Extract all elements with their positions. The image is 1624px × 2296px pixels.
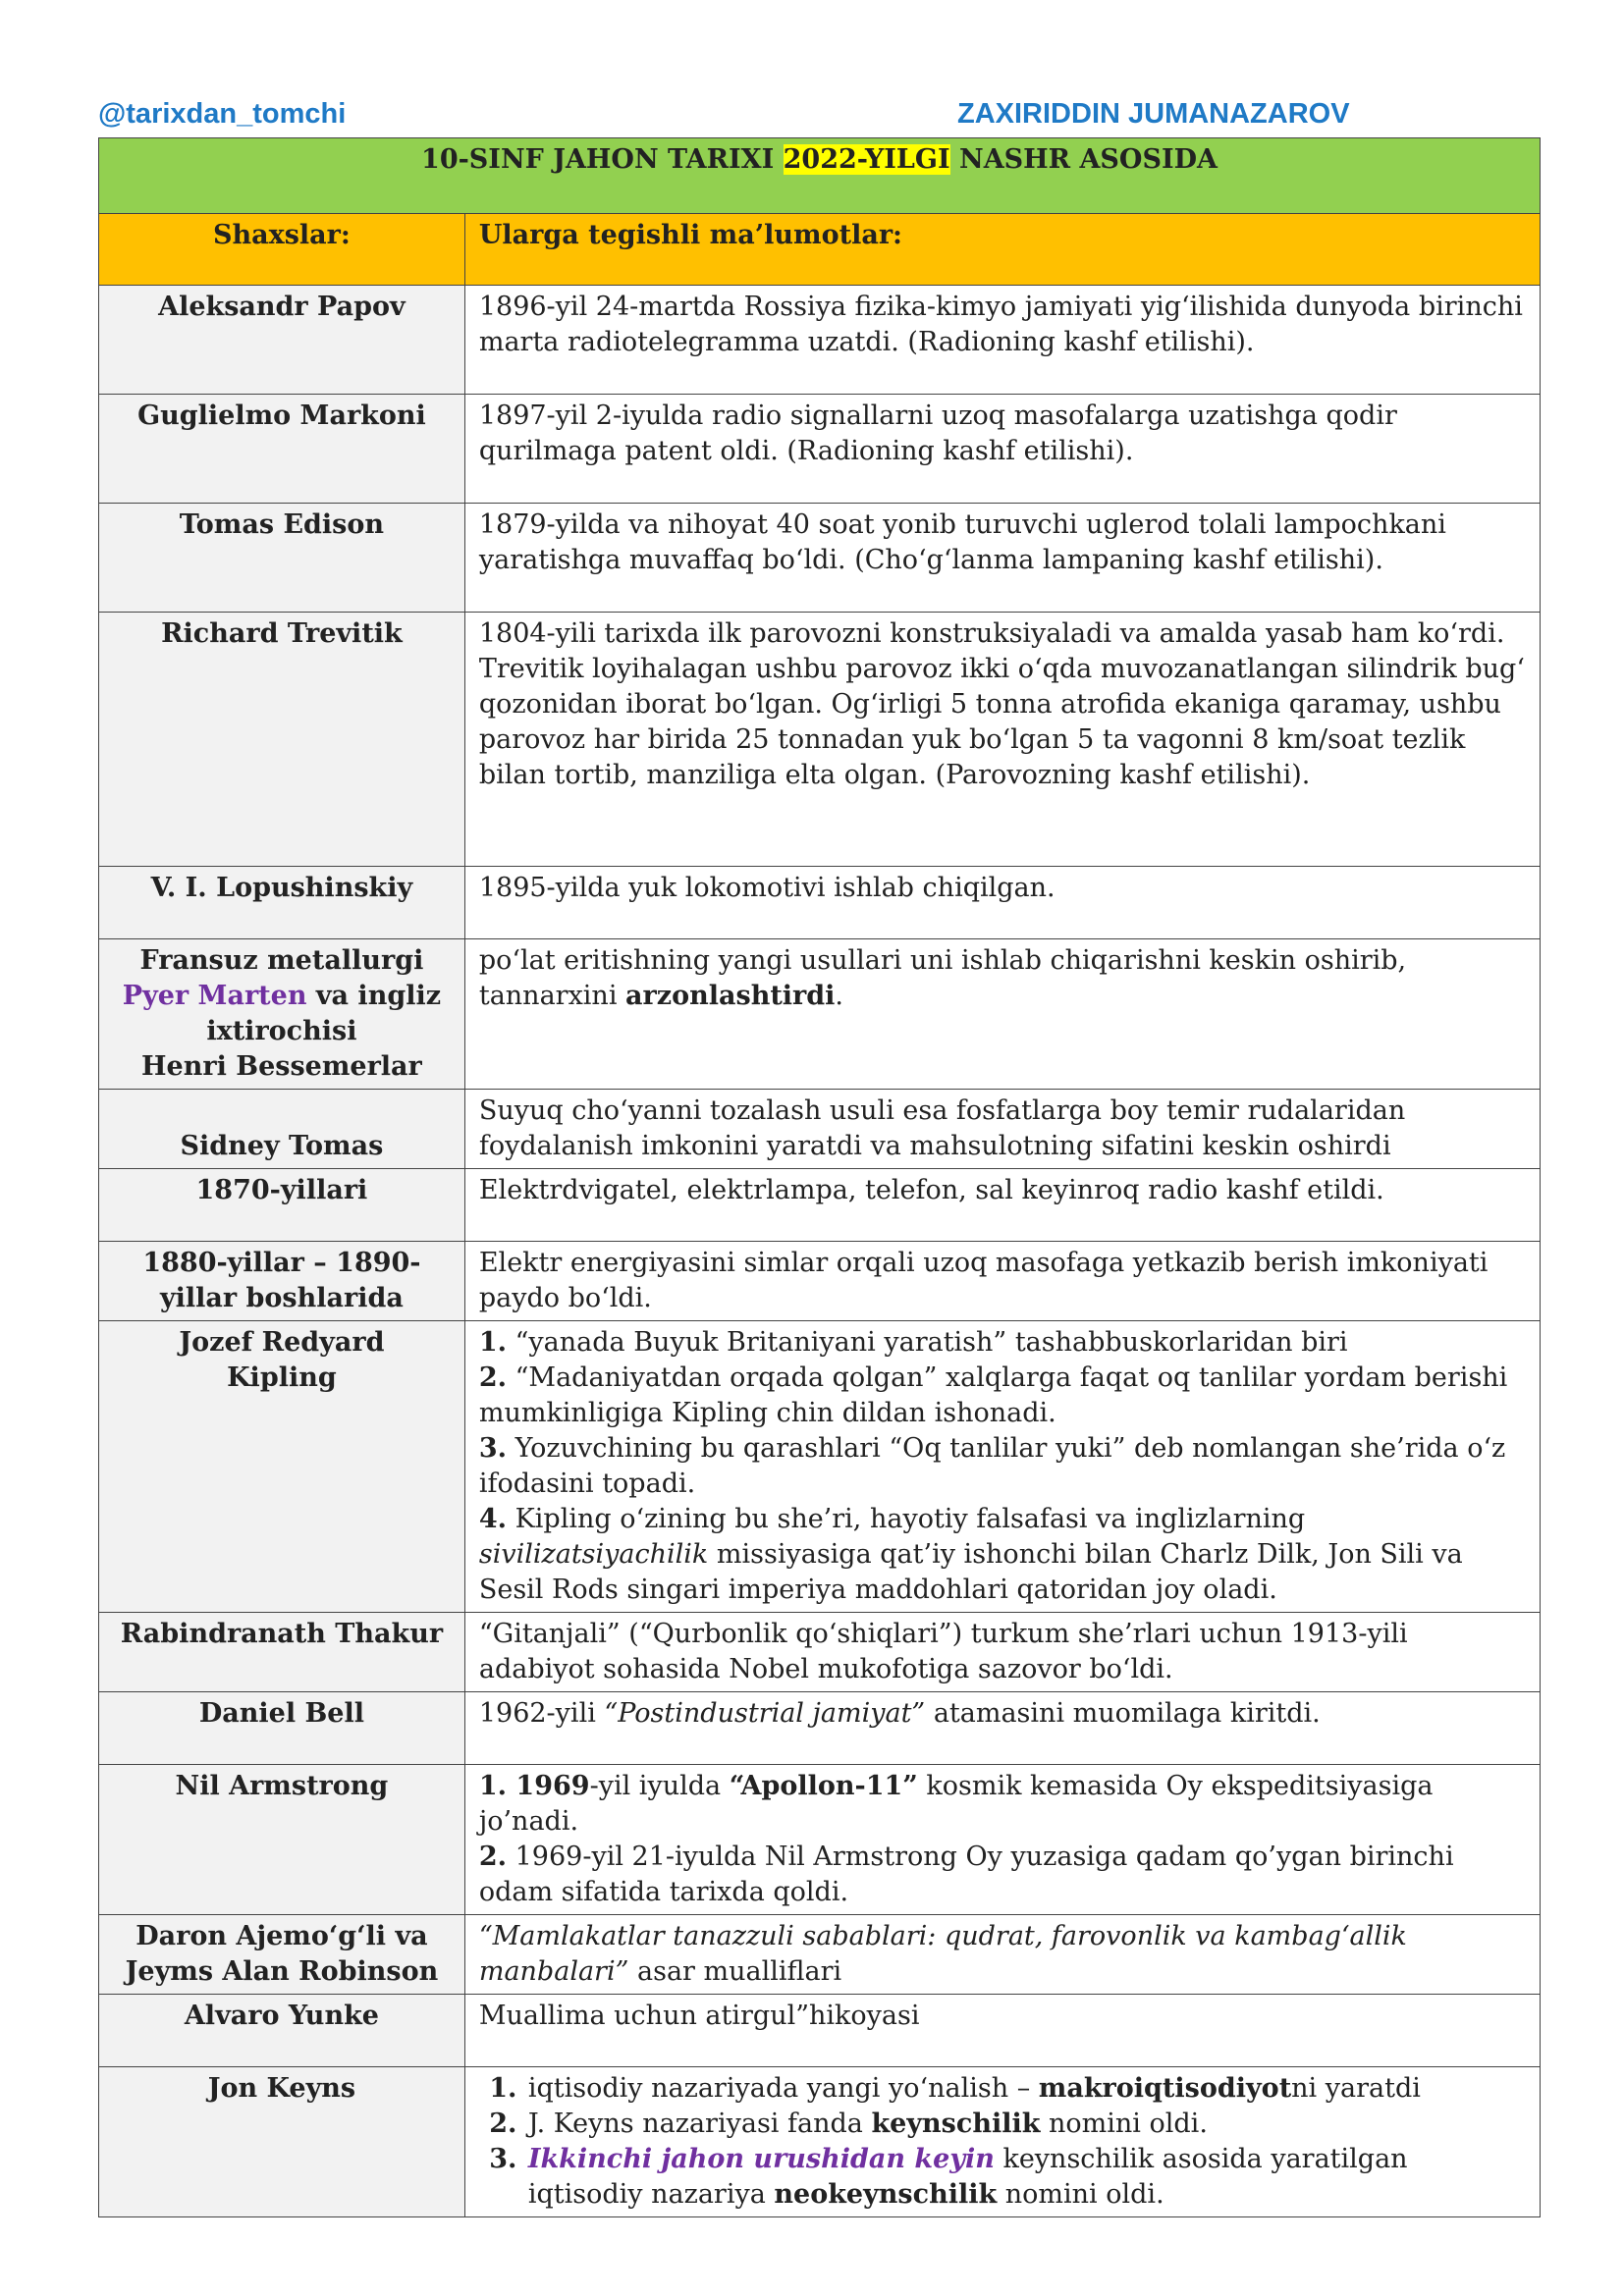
table-row xyxy=(99,395,1541,504)
table-title: 10-SINF JAHON TARIXI 2022-YILGI NASHR ASOSIDA xyxy=(99,138,1541,214)
info-point: 1. “yanada Buyuk Britaniyani yaratish” tashabbuskorlaridan biri xyxy=(478,1327,1348,1358)
column-header-info: Ularga tegishli ma’lumotlar: xyxy=(464,214,1540,286)
list-item: 1. iqtisodiy nazariyada yangi yo‘nalish – makroiqtisodiyotni yaratdi xyxy=(526,2071,1526,2107)
table-row xyxy=(99,1765,1541,1915)
numbered-list xyxy=(479,2071,1526,2213)
person-name: Alvaro Yunke xyxy=(99,1995,465,2067)
person-name: 1870-yillari xyxy=(99,1169,465,1242)
person-name: Daron Ajemo‘g‘li va Jeyms Alan Robinson xyxy=(99,1915,465,1995)
person-info xyxy=(464,1765,1540,1915)
person-name: Jon Keyns xyxy=(99,2067,465,2217)
table-row xyxy=(99,1321,1541,1613)
person-info: Elektr energiyasini simlar orqali uzoq masofaga yetkazib berish imkoniyati paydo bo‘ldi. xyxy=(464,1242,1540,1321)
person-info: “Gitanjali” (“Qurbonlik qo‘shiqlari”) turkum she’rlari uchun 1913-yili adabiyot sohasida Nobel mukofotiga sazovor bo‘ldi. xyxy=(464,1613,1540,1692)
person-name: Sidney Tomas xyxy=(99,1090,465,1169)
person-name: Jozef Redyard Kipling xyxy=(99,1321,465,1613)
person-name: Guglielmo Markoni xyxy=(99,395,465,504)
person-info: 1897-yil 2-iyulda radio signallarni uzoq masofalarga uzatishga qodir qurilmaga patent oldi. (Radioning kashf etilishi). xyxy=(464,395,1540,504)
info-point: 4. Kipling o‘zining bu she’ri, hayotiy falsafasi va inglizlarning sivilizatsiyachilik missiyasiga qat’iy ishonchi bilan Charlz Dilk, Jon Sili va Sesil Rods singari imperiya maddohlari qatoridan joy oladi. xyxy=(478,1504,1463,1605)
highlighted-name: Pyer Marten xyxy=(122,981,307,1011)
person-info: Suyuq cho‘yanni tozalash usuli esa fosfatlarga boy temir rudalaridan foydalanish imkonini yaratdi va mahsulotning sifatini keskin oshirdi xyxy=(464,1090,1540,1169)
list-item: 3. Ikkinchi jahon urushidan keyin keynschilik asosida yaratilgan iqtisodiy nazariya neokeynschilik nomini oldi. xyxy=(526,2142,1526,2213)
author-name: ZAXIRIDDIN JUMANAZAROV xyxy=(957,98,1350,130)
table-row xyxy=(99,286,1541,395)
table-row xyxy=(99,613,1541,867)
person-name: Aleksandr Papov xyxy=(99,286,465,395)
person-info: 1879-yilda va nihoyat 40 soat yonib turuvchi uglerod tolali lampochkani yaratishga muvaffaq bo‘ldi. (Cho‘g‘lanma lampaning kashf etilishi). xyxy=(464,504,1540,613)
person-name: Richard Trevitik xyxy=(99,613,465,867)
person-info: 1804-yili tarixda ilk parovozni konstruksiyaladi va amalda yasab ham ko‘rdi. Trevitik loyihalagan ushbu parovoz ikki o‘qda muvozanatlangan silindrik bug‘ qozonidan iborat bo‘lgan. Og‘irligi 5 tonna atrofida ekaniga qaramay, ushbu parovoz har birida 25 tonnadan yuk bo‘lgan 5 ta vagonni 8 km/soat tezlik bilan tortib, manziliga elta olgan. (Parovozning kashf etilishi). xyxy=(464,613,1540,867)
column-header-row xyxy=(99,214,1541,286)
person-info: po‘lat eritishning yangi usullari uni ishlab chiqarishni keskin oshirib, tannarxini arzonlashtirdi. xyxy=(464,939,1540,1090)
person-info: 1896-yil 24-martda Rossiya fizika-kimyo jamiyati yig‘ilishida dunyoda birinchi marta radiotelegramma uzatdi. (Radioning kashf etilishi). xyxy=(464,286,1540,395)
person-info: 1895-yilda yuk lokomotivi ishlab chiqilgan. xyxy=(464,867,1540,939)
title-highlight: 2022-YILGI xyxy=(783,144,950,175)
title-row xyxy=(99,138,1541,214)
table-row xyxy=(99,1242,1541,1321)
table-row xyxy=(99,1692,1541,1765)
person-info xyxy=(464,2067,1540,2217)
person-name: Tomas Edison xyxy=(99,504,465,613)
column-header-persons: Shaxslar: xyxy=(99,214,465,286)
person-name: Fransuz metallurgi Pyer Marten va ingliz ixtirochisi Henri Bessemerlar xyxy=(99,939,465,1090)
table-row xyxy=(99,867,1541,939)
person-name: Rabindranath Thakur xyxy=(99,1613,465,1692)
person-name: V. I. Lopushinskiy xyxy=(99,867,465,939)
table-row xyxy=(99,1090,1541,1169)
info-point: 1. 1969-yil iyulda “Apollon-11” kosmik kemasida Oy ekspeditsiyasiga jo’nadi. xyxy=(478,1771,1434,1837)
person-name: Daniel Bell xyxy=(99,1692,465,1765)
person-info: “Mamlakatlar tanazzuli sabablari: qudrat, farovonlik va kambag‘allik manbalari” asar mualliflari xyxy=(464,1915,1540,1995)
info-point: 2. 1969-yil 21-iyulda Nil Armstrong Oy yuzasiga qadam qo’ygan birinchi odam sifatida tarixda qoldi. xyxy=(478,1842,1454,1907)
person-info: Elektrdvigatel, elektrlampa, telefon, sal keyinroq radio kashf etildi. xyxy=(464,1169,1540,1242)
table-row xyxy=(99,504,1541,613)
table-row xyxy=(99,1995,1541,2067)
table-row xyxy=(99,1915,1541,1995)
person-info: Muallima uchun atirgul”hikoyasi xyxy=(464,1995,1540,2067)
table-row xyxy=(99,2067,1541,2217)
table-row xyxy=(99,1613,1541,1692)
info-point: 3. Yozuvchining bu qarashlari “Oq tanlilar yuki” deb nomlangan she’rida o‘z ifodasini topadi. xyxy=(478,1433,1506,1499)
table-row xyxy=(99,1169,1541,1242)
list-item: 2. J. Keyns nazariyasi fanda keynschilik nomini oldi. xyxy=(526,2107,1526,2142)
person-name: Nil Armstrong xyxy=(99,1765,465,1915)
history-table xyxy=(98,137,1541,2217)
table-row xyxy=(99,939,1541,1090)
info-point: 2. “Madaniyatdan orqada qolgan” xalqlarga faqat oq tanlilar yordam berishi mumkinligiga Kipling chin dildan ishonadi. xyxy=(478,1362,1508,1428)
person-name: 1880-yillar – 1890-yillar boshlarida xyxy=(99,1242,465,1321)
person-info xyxy=(464,1321,1540,1613)
channel-handle: @tarixdan_tomchi xyxy=(98,98,347,130)
person-info: 1962-yili “Postindustrial jamiyat” atamasini muomilaga kiritdi. xyxy=(464,1692,1540,1765)
